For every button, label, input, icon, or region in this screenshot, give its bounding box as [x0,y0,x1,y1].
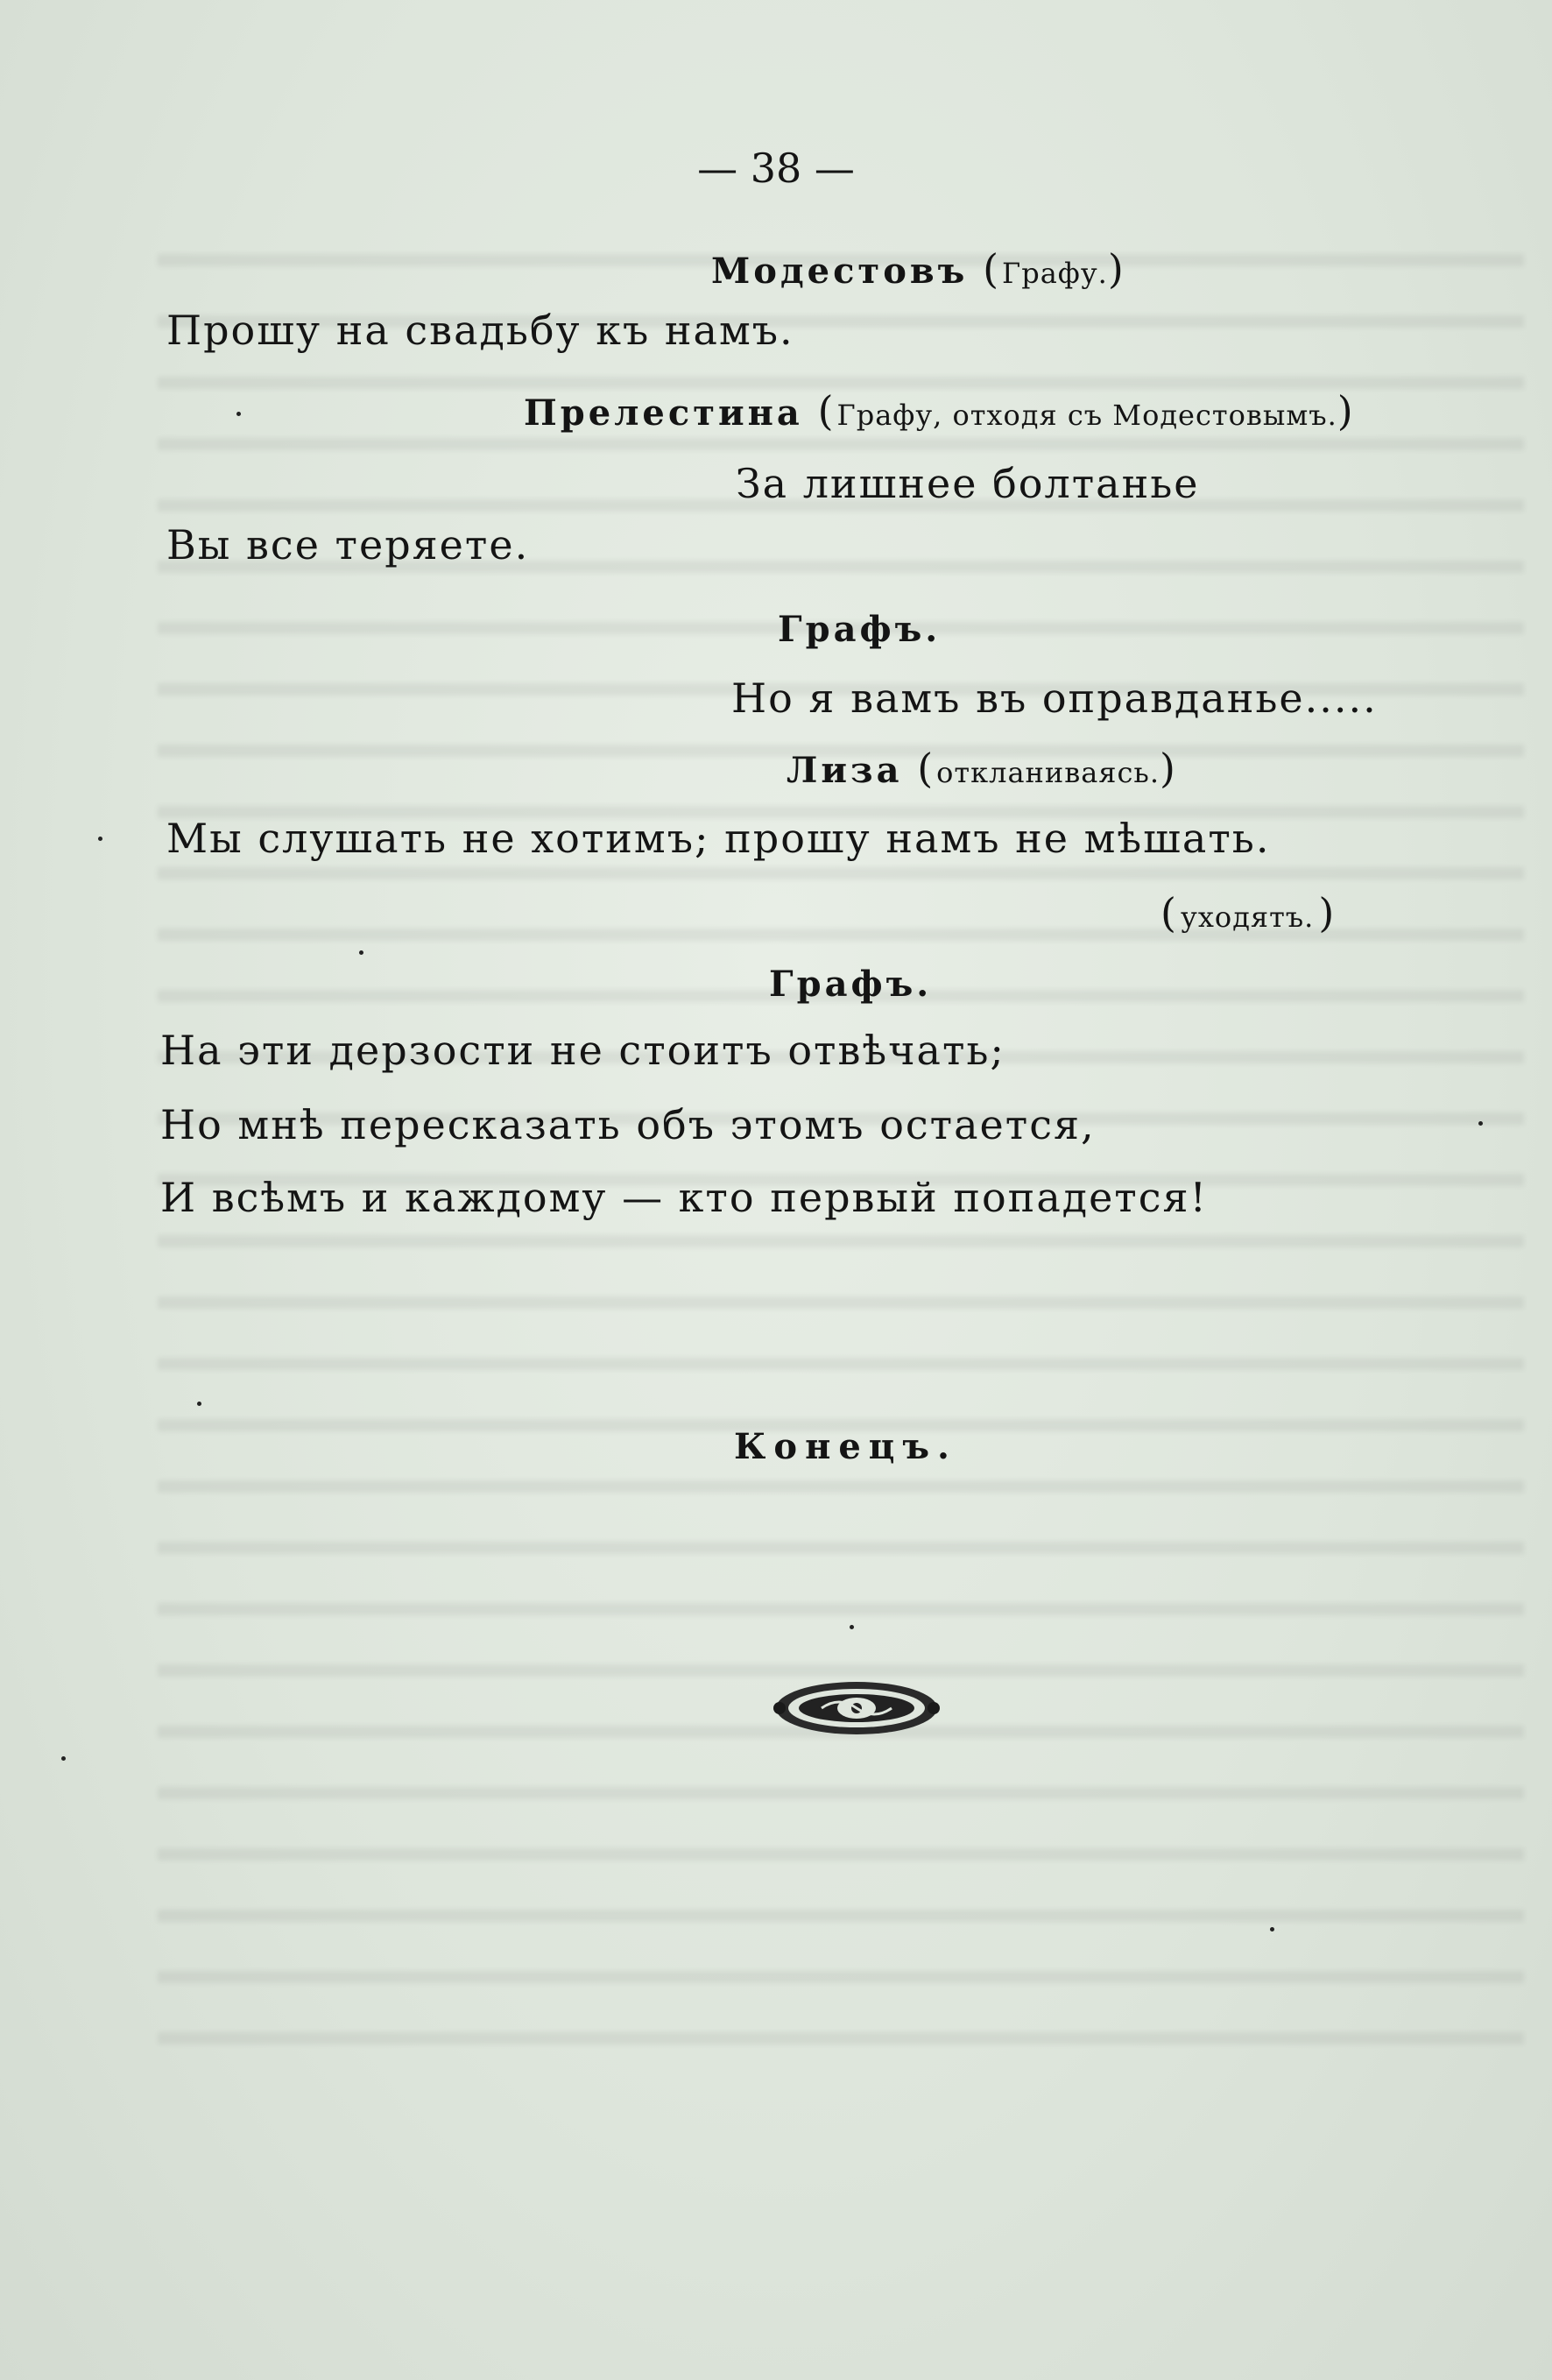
verse-line: На эти дерзости не стоитъ отвѣчать; [160,1027,1005,1074]
verse-line: Но я вамъ въ оправданье..... [731,674,1378,722]
speaker-line: Прелестина (Графу, отходя съ Модестовымъ.) [524,387,1357,434]
speaker-line: Модестовъ (Графу.) [711,245,1127,293]
speaker-name: Модестовъ [711,251,969,292]
verse-line: Вы все теряете. [166,521,530,569]
speaker-name: Графъ. [778,609,942,650]
stage-direction: Графу, отходя съ Модестовымъ. [836,399,1337,432]
speck [197,1402,201,1406]
speck [236,412,241,416]
speaker-line: Лиза (откланиваясь.) [787,745,1179,792]
fleuron-ornament-icon [769,1673,944,1743]
speaker-name: Графъ. [769,964,933,1005]
verse-line: Прошу на свадьбу къ намъ. [166,307,794,354]
speck [98,837,102,841]
exit-direction: ( уходятъ. ) [1160,889,1335,936]
verse-line: Но мнѣ пересказать объ этомъ остается, [160,1101,1096,1148]
stage-direction: Графу. [1002,257,1108,290]
speck [1270,1927,1274,1932]
speck [850,1625,854,1629]
verse-line: Мы слушать не хотимъ; прошу намъ не мѣшать. [166,815,1271,862]
the-end-heading: Конецъ. [734,1426,957,1467]
speaker-line [778,609,941,650]
speaker-line [769,964,932,1005]
page-number: — 38 — [697,145,855,192]
speaker-name: Лиза [787,750,903,791]
verse-line: И всѣмъ и каждому — кто первый попадется! [160,1174,1209,1221]
speck [1478,1121,1483,1126]
speaker-name: Прелестина [524,392,803,434]
speck [61,1756,66,1761]
stage-direction: уходятъ. [1181,900,1315,934]
verse-line: За лишнее болтанье [736,460,1200,507]
stage-direction: откланиваясь. [936,756,1160,789]
speck [359,950,363,955]
